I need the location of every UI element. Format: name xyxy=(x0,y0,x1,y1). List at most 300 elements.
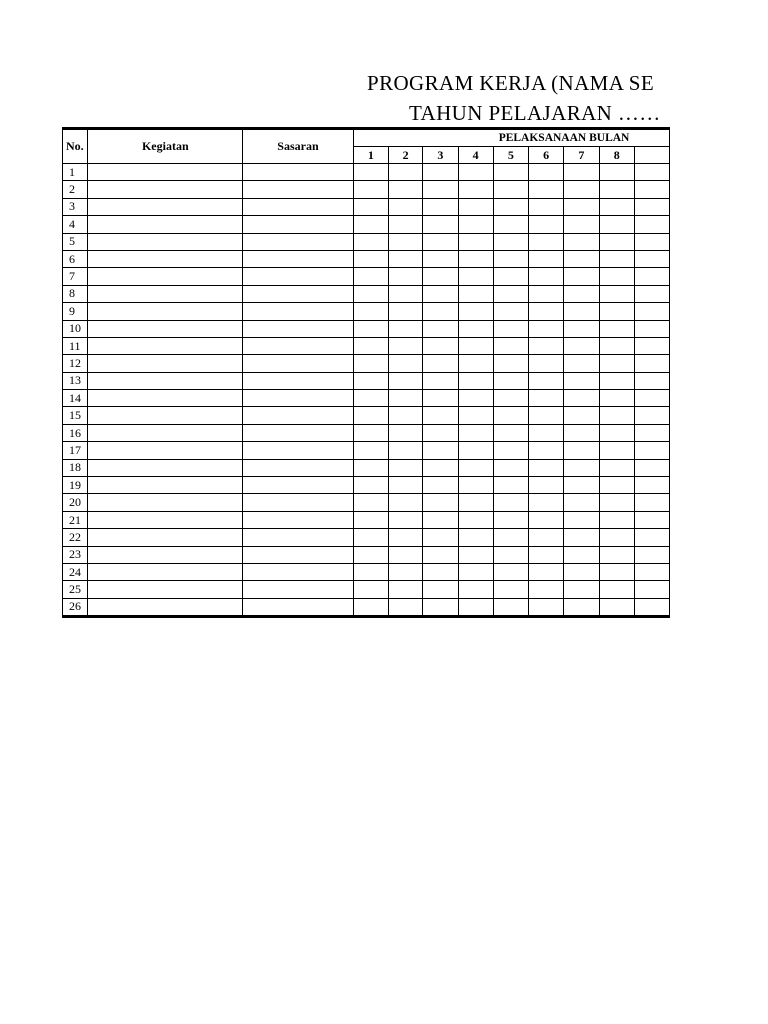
month-cell[interactable] xyxy=(423,494,458,511)
month-cell[interactable] xyxy=(634,546,669,563)
month-cell[interactable] xyxy=(599,598,634,615)
month-cell[interactable] xyxy=(388,216,422,233)
month-cell[interactable] xyxy=(423,303,458,320)
month-cell[interactable] xyxy=(353,337,388,354)
sasaran-cell[interactable] xyxy=(243,581,353,598)
month-cell[interactable] xyxy=(458,494,493,511)
month-cell[interactable] xyxy=(388,459,422,476)
month-cell[interactable] xyxy=(493,181,528,198)
month-cell[interactable] xyxy=(353,164,388,181)
month-cell[interactable] xyxy=(388,198,422,215)
month-cell[interactable] xyxy=(634,390,669,407)
month-cell[interactable] xyxy=(564,390,599,407)
kegiatan-cell[interactable] xyxy=(88,424,243,441)
month-header-7: 7 xyxy=(564,147,599,164)
month-cell[interactable] xyxy=(353,407,388,424)
month-cell[interactable] xyxy=(564,181,599,198)
month-cell[interactable] xyxy=(458,459,493,476)
month-cell[interactable] xyxy=(564,216,599,233)
month-cell[interactable] xyxy=(564,459,599,476)
month-cell[interactable] xyxy=(388,250,422,267)
month-cell[interactable] xyxy=(493,442,528,459)
month-cell[interactable] xyxy=(388,529,422,546)
month-cell[interactable] xyxy=(599,233,634,250)
month-cell[interactable] xyxy=(353,198,388,215)
sasaran-cell[interactable] xyxy=(243,233,353,250)
month-cell[interactable] xyxy=(564,546,599,563)
month-cell[interactable] xyxy=(634,285,669,302)
kegiatan-cell[interactable] xyxy=(88,233,243,250)
month-cell[interactable] xyxy=(599,337,634,354)
table-row xyxy=(63,320,670,337)
sasaran-cell[interactable] xyxy=(243,372,353,389)
month-cell[interactable] xyxy=(493,355,528,372)
kegiatan-cell[interactable] xyxy=(88,494,243,511)
month-cell[interactable] xyxy=(564,372,599,389)
month-cell[interactable] xyxy=(423,546,458,563)
month-cell[interactable] xyxy=(458,337,493,354)
month-cell[interactable] xyxy=(599,546,634,563)
month-cell[interactable] xyxy=(634,198,669,215)
month-cell[interactable] xyxy=(458,198,493,215)
month-cell[interactable] xyxy=(529,320,564,337)
month-cell[interactable] xyxy=(493,459,528,476)
kegiatan-cell[interactable] xyxy=(88,216,243,233)
month-cell[interactable] xyxy=(388,442,422,459)
row-number: 23 xyxy=(63,546,88,563)
month-cell[interactable] xyxy=(353,285,388,302)
month-cell[interactable] xyxy=(458,477,493,494)
month-cell[interactable] xyxy=(599,372,634,389)
month-cell[interactable] xyxy=(529,181,564,198)
month-cell[interactable] xyxy=(353,355,388,372)
month-cell[interactable] xyxy=(353,303,388,320)
sasaran-cell[interactable] xyxy=(243,494,353,511)
month-cell[interactable] xyxy=(493,337,528,354)
month-cell[interactable] xyxy=(634,598,669,615)
month-cell[interactable] xyxy=(423,477,458,494)
sasaran-cell[interactable] xyxy=(243,442,353,459)
kegiatan-cell[interactable] xyxy=(88,442,243,459)
month-cell[interactable] xyxy=(493,390,528,407)
month-cell[interactable] xyxy=(599,164,634,181)
month-cell[interactable] xyxy=(634,424,669,441)
program-table xyxy=(62,129,670,616)
month-cell[interactable] xyxy=(493,233,528,250)
month-cell[interactable] xyxy=(458,546,493,563)
kegiatan-cell[interactable] xyxy=(88,355,243,372)
month-cell[interactable] xyxy=(423,424,458,441)
sasaran-cell[interactable] xyxy=(243,250,353,267)
month-cell[interactable] xyxy=(493,320,528,337)
sasaran-cell[interactable] xyxy=(243,598,353,615)
sasaran-cell[interactable] xyxy=(243,181,353,198)
month-cell[interactable] xyxy=(423,355,458,372)
month-cell[interactable] xyxy=(634,164,669,181)
month-cell[interactable] xyxy=(634,320,669,337)
month-cell[interactable] xyxy=(423,511,458,528)
sasaran-cell[interactable] xyxy=(243,546,353,563)
month-cell[interactable] xyxy=(564,511,599,528)
month-cell[interactable] xyxy=(388,164,422,181)
month-cell[interactable] xyxy=(599,303,634,320)
sasaran-cell[interactable] xyxy=(243,164,353,181)
month-cell[interactable] xyxy=(599,216,634,233)
month-cell[interactable] xyxy=(458,250,493,267)
month-cell[interactable] xyxy=(423,216,458,233)
kegiatan-cell[interactable] xyxy=(88,285,243,302)
month-cell[interactable] xyxy=(564,320,599,337)
sasaran-cell[interactable] xyxy=(243,268,353,285)
month-cell[interactable] xyxy=(493,407,528,424)
month-cell[interactable] xyxy=(423,442,458,459)
month-cell[interactable] xyxy=(423,337,458,354)
month-cell[interactable] xyxy=(599,511,634,528)
month-cell[interactable] xyxy=(529,563,564,580)
month-cell[interactable] xyxy=(634,459,669,476)
sasaran-cell[interactable] xyxy=(243,320,353,337)
month-cell[interactable] xyxy=(388,581,422,598)
month-cell[interactable] xyxy=(423,164,458,181)
sasaran-cell[interactable] xyxy=(243,477,353,494)
month-cell[interactable] xyxy=(529,372,564,389)
row-number: 25 xyxy=(63,581,88,598)
month-cell[interactable] xyxy=(564,303,599,320)
month-cell[interactable] xyxy=(458,407,493,424)
sasaran-cell[interactable] xyxy=(243,529,353,546)
month-cell[interactable] xyxy=(423,233,458,250)
month-cell[interactable] xyxy=(529,250,564,267)
month-cell[interactable] xyxy=(634,337,669,354)
month-cell[interactable] xyxy=(634,250,669,267)
kegiatan-cell[interactable] xyxy=(88,477,243,494)
month-cell[interactable] xyxy=(458,181,493,198)
month-cell[interactable] xyxy=(529,407,564,424)
month-cell[interactable] xyxy=(599,268,634,285)
month-cell[interactable] xyxy=(599,285,634,302)
month-cell[interactable] xyxy=(529,285,564,302)
month-cell[interactable] xyxy=(388,320,422,337)
month-cell[interactable] xyxy=(493,268,528,285)
month-cell[interactable] xyxy=(388,181,422,198)
sasaran-cell[interactable] xyxy=(243,303,353,320)
month-cell[interactable] xyxy=(493,372,528,389)
sasaran-cell[interactable] xyxy=(243,459,353,476)
sasaran-cell[interactable] xyxy=(243,285,353,302)
month-cell[interactable] xyxy=(564,442,599,459)
month-cell[interactable] xyxy=(529,529,564,546)
sasaran-cell[interactable] xyxy=(243,390,353,407)
month-cell[interactable] xyxy=(458,216,493,233)
kegiatan-cell[interactable] xyxy=(88,598,243,615)
month-cell[interactable] xyxy=(388,233,422,250)
month-cell[interactable] xyxy=(388,563,422,580)
month-cell[interactable] xyxy=(458,563,493,580)
month-cell[interactable] xyxy=(458,285,493,302)
month-cell[interactable] xyxy=(493,164,528,181)
month-cell[interactable] xyxy=(423,372,458,389)
month-cell[interactable] xyxy=(353,494,388,511)
sasaran-cell[interactable] xyxy=(243,563,353,580)
table-row xyxy=(63,303,670,320)
month-cell[interactable] xyxy=(599,477,634,494)
month-cell[interactable] xyxy=(423,581,458,598)
month-cell[interactable] xyxy=(458,372,493,389)
month-cell[interactable] xyxy=(493,581,528,598)
month-cell[interactable] xyxy=(529,198,564,215)
kegiatan-cell[interactable] xyxy=(88,407,243,424)
month-cell[interactable] xyxy=(423,407,458,424)
month-cell[interactable] xyxy=(564,407,599,424)
month-cell[interactable] xyxy=(458,355,493,372)
month-cell[interactable] xyxy=(599,563,634,580)
month-cell[interactable] xyxy=(599,494,634,511)
month-cell[interactable] xyxy=(564,477,599,494)
month-cell[interactable] xyxy=(388,372,422,389)
month-cell[interactable] xyxy=(353,233,388,250)
month-cell[interactable] xyxy=(388,511,422,528)
month-cell[interactable] xyxy=(529,477,564,494)
month-cell[interactable] xyxy=(458,424,493,441)
month-cell[interactable] xyxy=(388,303,422,320)
month-cell[interactable] xyxy=(493,216,528,233)
month-cell[interactable] xyxy=(388,494,422,511)
month-cell[interactable] xyxy=(458,598,493,615)
month-cell[interactable] xyxy=(388,546,422,563)
month-cell[interactable] xyxy=(388,390,422,407)
month-cell[interactable] xyxy=(529,598,564,615)
month-cell[interactable] xyxy=(599,529,634,546)
month-cell[interactable] xyxy=(564,598,599,615)
month-cell[interactable] xyxy=(529,355,564,372)
month-cell[interactable] xyxy=(634,216,669,233)
month-cell[interactable] xyxy=(634,233,669,250)
month-cell[interactable] xyxy=(564,164,599,181)
month-cell[interactable] xyxy=(423,181,458,198)
month-cell[interactable] xyxy=(529,337,564,354)
kegiatan-cell[interactable] xyxy=(88,303,243,320)
month-cell[interactable] xyxy=(599,442,634,459)
month-cell[interactable] xyxy=(529,268,564,285)
month-cell[interactable] xyxy=(634,494,669,511)
month-cell[interactable] xyxy=(423,563,458,580)
month-cell[interactable] xyxy=(529,233,564,250)
month-cell[interactable] xyxy=(423,320,458,337)
month-cell[interactable] xyxy=(423,598,458,615)
sasaran-cell[interactable] xyxy=(243,337,353,354)
month-cell[interactable] xyxy=(423,198,458,215)
sasaran-cell[interactable] xyxy=(243,355,353,372)
kegiatan-cell[interactable] xyxy=(88,337,243,354)
month-cell[interactable] xyxy=(564,424,599,441)
month-cell[interactable] xyxy=(564,233,599,250)
month-cell[interactable] xyxy=(388,424,422,441)
month-header-cell xyxy=(634,147,669,164)
month-cell[interactable] xyxy=(529,581,564,598)
month-cell[interactable] xyxy=(493,546,528,563)
month-cell[interactable] xyxy=(458,390,493,407)
month-cell[interactable] xyxy=(529,216,564,233)
month-cell[interactable] xyxy=(493,285,528,302)
month-cell[interactable] xyxy=(458,320,493,337)
month-cell[interactable] xyxy=(493,250,528,267)
month-cell[interactable] xyxy=(388,477,422,494)
sasaran-cell[interactable] xyxy=(243,511,353,528)
month-cell[interactable] xyxy=(493,494,528,511)
row-number: 7 xyxy=(63,268,88,285)
kegiatan-cell[interactable] xyxy=(88,198,243,215)
month-cell[interactable] xyxy=(599,355,634,372)
month-cell[interactable] xyxy=(353,372,388,389)
month-cell[interactable] xyxy=(564,268,599,285)
month-cell[interactable] xyxy=(599,390,634,407)
month-cell[interactable] xyxy=(529,459,564,476)
month-cell[interactable] xyxy=(529,442,564,459)
month-cell[interactable] xyxy=(353,563,388,580)
month-cell[interactable] xyxy=(599,407,634,424)
month-cell[interactable] xyxy=(493,198,528,215)
month-cell[interactable] xyxy=(353,459,388,476)
month-cell[interactable] xyxy=(353,268,388,285)
month-cell[interactable] xyxy=(564,337,599,354)
month-cell[interactable] xyxy=(634,442,669,459)
kegiatan-cell[interactable] xyxy=(88,390,243,407)
month-cell[interactable] xyxy=(458,529,493,546)
month-cell[interactable] xyxy=(493,598,528,615)
month-cell[interactable] xyxy=(564,198,599,215)
month-cell[interactable] xyxy=(564,285,599,302)
month-cell[interactable] xyxy=(529,390,564,407)
month-header-2: 2 xyxy=(388,147,422,164)
month-cell[interactable] xyxy=(458,303,493,320)
kegiatan-cell[interactable] xyxy=(88,563,243,580)
month-cell[interactable] xyxy=(599,320,634,337)
month-cell[interactable] xyxy=(599,198,634,215)
month-cell[interactable] xyxy=(634,303,669,320)
sasaran-cell[interactable] xyxy=(243,424,353,441)
kegiatan-cell[interactable] xyxy=(88,372,243,389)
table-row xyxy=(63,459,670,476)
kegiatan-cell[interactable] xyxy=(88,320,243,337)
month-cell[interactable] xyxy=(529,494,564,511)
month-cell[interactable] xyxy=(388,407,422,424)
month-cell[interactable] xyxy=(529,546,564,563)
month-cell[interactable] xyxy=(634,511,669,528)
month-cell[interactable] xyxy=(423,529,458,546)
month-cell[interactable] xyxy=(388,285,422,302)
month-cell[interactable] xyxy=(423,250,458,267)
month-cell[interactable] xyxy=(599,250,634,267)
row-number: 8 xyxy=(63,285,88,302)
month-cell[interactable] xyxy=(353,181,388,198)
month-cell[interactable] xyxy=(388,598,422,615)
month-cell[interactable] xyxy=(634,563,669,580)
month-cell[interactable] xyxy=(564,529,599,546)
month-cell[interactable] xyxy=(634,268,669,285)
month-cell[interactable] xyxy=(353,598,388,615)
kegiatan-cell[interactable] xyxy=(88,164,243,181)
kegiatan-cell[interactable] xyxy=(88,529,243,546)
month-cell[interactable] xyxy=(353,216,388,233)
month-cell[interactable] xyxy=(353,250,388,267)
kegiatan-cell[interactable] xyxy=(88,459,243,476)
month-cell[interactable] xyxy=(493,303,528,320)
kegiatan-cell[interactable] xyxy=(88,581,243,598)
month-cell[interactable] xyxy=(564,355,599,372)
month-cell[interactable] xyxy=(423,285,458,302)
month-cell[interactable] xyxy=(529,424,564,441)
month-cell[interactable] xyxy=(353,424,388,441)
month-cell[interactable] xyxy=(529,511,564,528)
month-cell[interactable] xyxy=(458,268,493,285)
month-cell[interactable] xyxy=(564,581,599,598)
month-cell[interactable] xyxy=(493,477,528,494)
month-cell[interactable] xyxy=(493,424,528,441)
month-cell[interactable] xyxy=(388,268,422,285)
month-cell[interactable] xyxy=(423,268,458,285)
month-cell[interactable] xyxy=(564,250,599,267)
month-cell[interactable] xyxy=(634,355,669,372)
month-cell[interactable] xyxy=(493,563,528,580)
month-cell[interactable] xyxy=(634,181,669,198)
month-cell[interactable] xyxy=(423,390,458,407)
month-cell[interactable] xyxy=(388,337,422,354)
month-cell[interactable] xyxy=(388,355,422,372)
kegiatan-cell[interactable] xyxy=(88,511,243,528)
month-cell[interactable] xyxy=(599,181,634,198)
month-cell[interactable] xyxy=(353,442,388,459)
month-cell[interactable] xyxy=(599,581,634,598)
month-cell[interactable] xyxy=(634,529,669,546)
month-cell[interactable] xyxy=(353,529,388,546)
kegiatan-cell[interactable] xyxy=(88,250,243,267)
kegiatan-cell[interactable] xyxy=(88,268,243,285)
month-cell[interactable] xyxy=(353,390,388,407)
row-number: 19 xyxy=(63,477,88,494)
sasaran-cell[interactable] xyxy=(243,216,353,233)
month-cell[interactable] xyxy=(458,581,493,598)
month-cell[interactable] xyxy=(458,164,493,181)
table-row xyxy=(63,442,670,459)
sasaran-cell[interactable] xyxy=(243,407,353,424)
month-cell[interactable] xyxy=(353,320,388,337)
month-cell[interactable] xyxy=(634,581,669,598)
kegiatan-cell[interactable] xyxy=(88,181,243,198)
month-cell[interactable] xyxy=(353,581,388,598)
month-cell[interactable] xyxy=(529,303,564,320)
month-cell[interactable] xyxy=(458,511,493,528)
kegiatan-cell[interactable] xyxy=(88,546,243,563)
month-cell[interactable] xyxy=(529,164,564,181)
month-cell[interactable] xyxy=(353,477,388,494)
month-cell[interactable] xyxy=(564,494,599,511)
month-cell[interactable] xyxy=(634,477,669,494)
month-cell[interactable] xyxy=(634,407,669,424)
month-cell[interactable] xyxy=(353,546,388,563)
month-cell[interactable] xyxy=(599,459,634,476)
month-cell[interactable] xyxy=(564,563,599,580)
month-cell[interactable] xyxy=(493,511,528,528)
month-cell[interactable] xyxy=(423,459,458,476)
month-cell[interactable] xyxy=(458,233,493,250)
month-cell[interactable] xyxy=(634,372,669,389)
month-cell[interactable] xyxy=(458,442,493,459)
sasaran-cell[interactable] xyxy=(243,198,353,215)
month-cell[interactable] xyxy=(353,511,388,528)
month-cell[interactable] xyxy=(493,529,528,546)
month-cell[interactable] xyxy=(599,424,634,441)
row-number: 4 xyxy=(63,216,88,233)
